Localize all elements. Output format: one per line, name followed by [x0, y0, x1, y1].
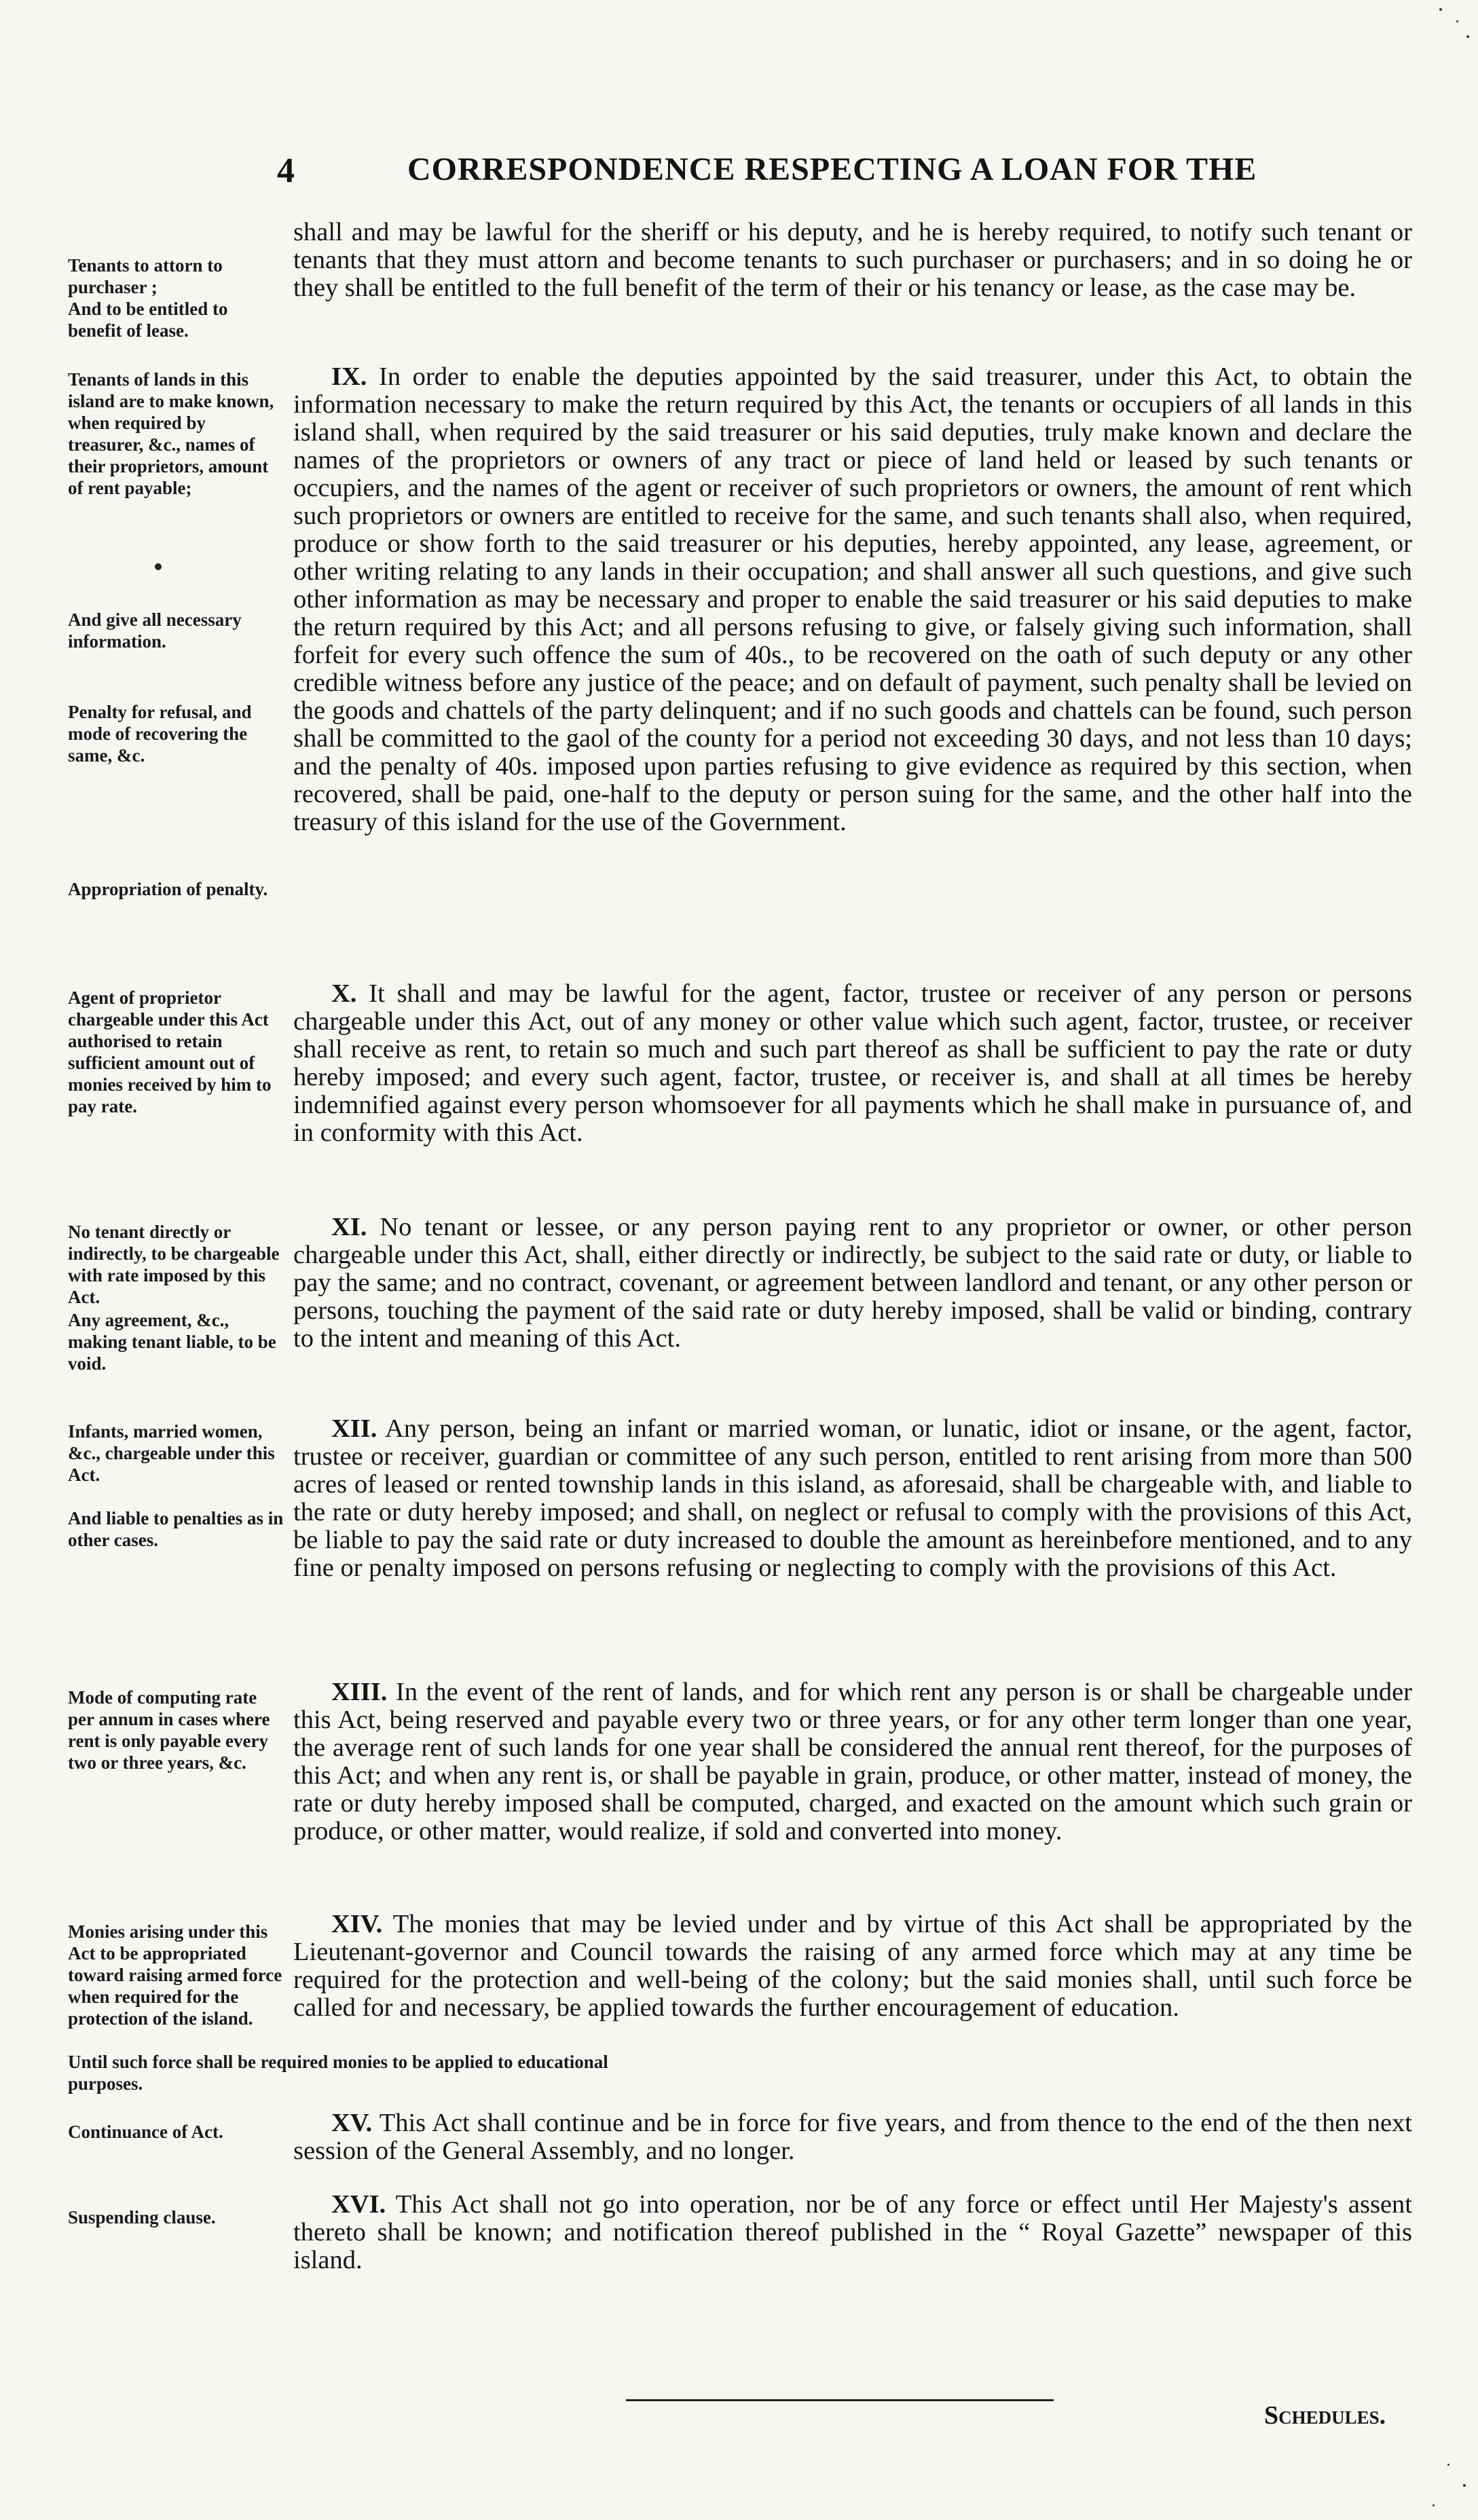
section-continued: [293, 219, 1412, 302]
sidenote: Tenants to attorn to purchaser ;: [68, 255, 223, 297]
section-xii: [293, 1415, 1412, 1582]
sidenote: Appropriation of penalty.: [68, 879, 268, 899]
section-x: [293, 980, 1412, 1147]
catchword: Schedules.: [1264, 2401, 1386, 2430]
sidenote: Suspending clause.: [68, 2207, 216, 2227]
section-number: XV.: [331, 2109, 373, 2137]
section-text: It shall and may be lawful for the agent, factor, trustee or receiver of any person or persons chargeable under this Act, out of any money or other value which such agent, factor, trustee, or receiver shall receive as rent, to retain so much and such part thereof as shall be sufficient to pay the rate or duty hereby imposed; and every such agent, factor, trustee, or receiver is, and shall at all times be hereby indemnified against every person whomsoever for all payments which he shall make in pursuance of, and in conformity with this Act.: [293, 979, 1413, 1147]
sidenote: Any agreement, &c., making tenant liable, to be void.: [68, 1310, 276, 1374]
page-number: 4: [277, 151, 295, 190]
section-xiii: [293, 1678, 1412, 1845]
section-ix: [293, 363, 1412, 836]
section-number: X.: [331, 979, 357, 1008]
section-number: IX.: [331, 362, 367, 391]
section-number: XIII.: [331, 1678, 388, 1706]
section-number: XI.: [331, 1213, 367, 1241]
scan-speck: [1456, 20, 1458, 22]
section-text: Any person, being an infant or married woman, or lunatic, idiot or insane, or the agent, factor, trustee or receiver, guardian or committee of any such person, entitled to rent arising from more than 500 acres of leased or rented township lands in this island, as aforesaid, shall be chargeable with, and liable to the rate or duty hereby imposed; and shall, on neglect or refusal to comply with the provisions of this Act, be liable to pay the said rate or duty increased to double the amount as hereinbefore mentioned, and to any fine or penalty imposed on persons refusing or neglecting to comply with the provisions of this Act.: [293, 1414, 1412, 1582]
section-xv: [293, 2109, 1412, 2165]
section-xvi: [293, 2191, 1412, 2274]
sidenote: Continuance of Act.: [68, 2122, 223, 2142]
scan-speck: [1447, 2464, 1449, 2466]
scan-speck: [1439, 8, 1442, 11]
running-head: CORRESPONDENCE RESPECTING A LOAN FOR THE: [407, 151, 1257, 187]
section-text: No tenant or lessee, or any person paying rent to any proprietor or owner, or other person chargeable under this Act, shall, either directly or indirectly, be subject to the said rate or duty, or liable to pay the same; and no contract, covenant, or agreement between landlord and tenant, or any other person or persons, touching the payment of the said rate or duty hereby imposed, shall be valid or binding, contrary to the intent and meaning of this Act.: [293, 1213, 1412, 1353]
sidenote: Mode of computing rate per annum in cases where rent is only payable every two or three years, &c.: [68, 1687, 270, 1773]
section-xiv: [293, 1911, 1412, 2022]
page-header: [272, 151, 1392, 198]
section-text: The monies that may be levied under and by virtue of this Act shall be appropriated by the Lieutenant-governor and Council towards the raising of any armed force which may at any time be required for the protection and well-being of the colony; but the said monies shall, until such force be called for and necessary, be applied towards the further encouragement of education.: [293, 1910, 1412, 2022]
stray-mark: [155, 563, 162, 570]
section-text: This Act shall continue and be in force for five years, and from thence to the end of the then next session of the General Assembly, and no longer.: [293, 2109, 1412, 2165]
section-number: XIV.: [331, 1910, 383, 1938]
sidenote: Monies arising under this Act to be appropriated toward raising armed force when required for the protection of the island.: [68, 1921, 282, 2029]
sidenote: Tenants of lands in this island are to make known, when required by treasurer, &c., names of their proprietors, amount of rent payable;: [68, 369, 274, 498]
sidenote: And to be entitled to benefit of lease.: [68, 299, 228, 341]
scan-speck: [1433, 2504, 1435, 2506]
section-text: In order to enable the deputies appointed by the said treasurer, under this Act, to obtain the information necessary to make the return required by this Act, the tenants or occupiers of all lands in this island shall, when required by the said treasurer or his said deputies, truly make known and declare the names of the proprietors or owners of any tract or piece of land held or leased by such tenants or occupiers, and the names of the agent or receiver of such proprietors or owners, the amount of rent which such proprietors or owners are entitled to receive for the same, and such tenants shall also, when required, produce or show forth to the said treasurer or his deputies, hereby appointed, any lease, agreement, or other writing relating to any lands in their occupation; and shall answer all such questions, and give such other information as may be necessary and proper to enable the said treasurer or his said deputies to make the return required by this Act; and all persons refusing to give, or falsely giving such information, shall forfeit for every such offence the sum of 40s., to be recovered on the oath of such deputy or any other credible witness before any justice of the peace; and on default of payment, such penalty shall be levied on the goods and chattels of the party delinquent; and if no such goods and chattels can be found, such person shall be committed to the gaol of the county for a period not exceeding 30 days, and not less than 10 days; and the penalty of 40s. imposed upon parties refusing to give evidence as required by this section, when recovered, shall be paid, one-half to the deputy or person suing for the same, and the other half into the treasury of this island for the use of the Government.: [293, 362, 1412, 836]
scan-speck: [1466, 35, 1469, 38]
sidenote: Agent of proprietor chargeable under this Act authorised to retain sufficient amount out of monies received by him to pay rate.: [68, 988, 272, 1116]
end-rule: [626, 2399, 1054, 2401]
section-number: XVI.: [331, 2190, 386, 2219]
section-number: XII.: [331, 1414, 377, 1443]
section-xi: [293, 1214, 1412, 1353]
sidenote: Until such force shall be required monies to be applied to educational purposes.: [68, 2052, 608, 2094]
sidenote: Penalty for refusal, and mode of recovering the same, &c.: [68, 702, 252, 766]
sidenote: No tenant directly or indirectly, to be chargeable with rate imposed by this Act.: [68, 1222, 280, 1307]
sidenote: And liable to penalties as in other cases.: [68, 1508, 284, 1550]
section-text: This Act shall not go into operation, nor be of any force or effect until Her Majesty's assent thereto shall be known; and notification thereof published in the “ Royal Gazette” newspaper of this island.: [293, 2190, 1413, 2274]
section-text: shall and may be lawful for the sheriff or his deputy, and he is hereby required, to notify such tenant or tenants that they must attorn and become tenants to such purchaser or purchasers; and in so doing he or they shall be entitled to the full benefit of the term of their or his tenancy or lease, as the case may be.: [293, 218, 1412, 302]
scan-speck: [1463, 2484, 1466, 2487]
sidenote: Infants, married women, &c., chargeable under this Act.: [68, 1421, 275, 1485]
section-text: In the event of the rent of lands, and for which rent any person is or shall be chargeable under this Act, being reserved and payable every two or three years, or for any other term longer than one year, the average rent of such lands for one year shall be considered the annual rent thereof, for the purposes of this Act; and when any rent is, or shall be payable in grain, produce, or other matter, instead of money, the rate or duty hereby imposed shall be computed, charged, and exacted on the amount which such grain or produce, or other matter, would realize, if sold and converted into money.: [293, 1678, 1413, 1845]
sidenote: And give all necessary information.: [68, 609, 242, 652]
